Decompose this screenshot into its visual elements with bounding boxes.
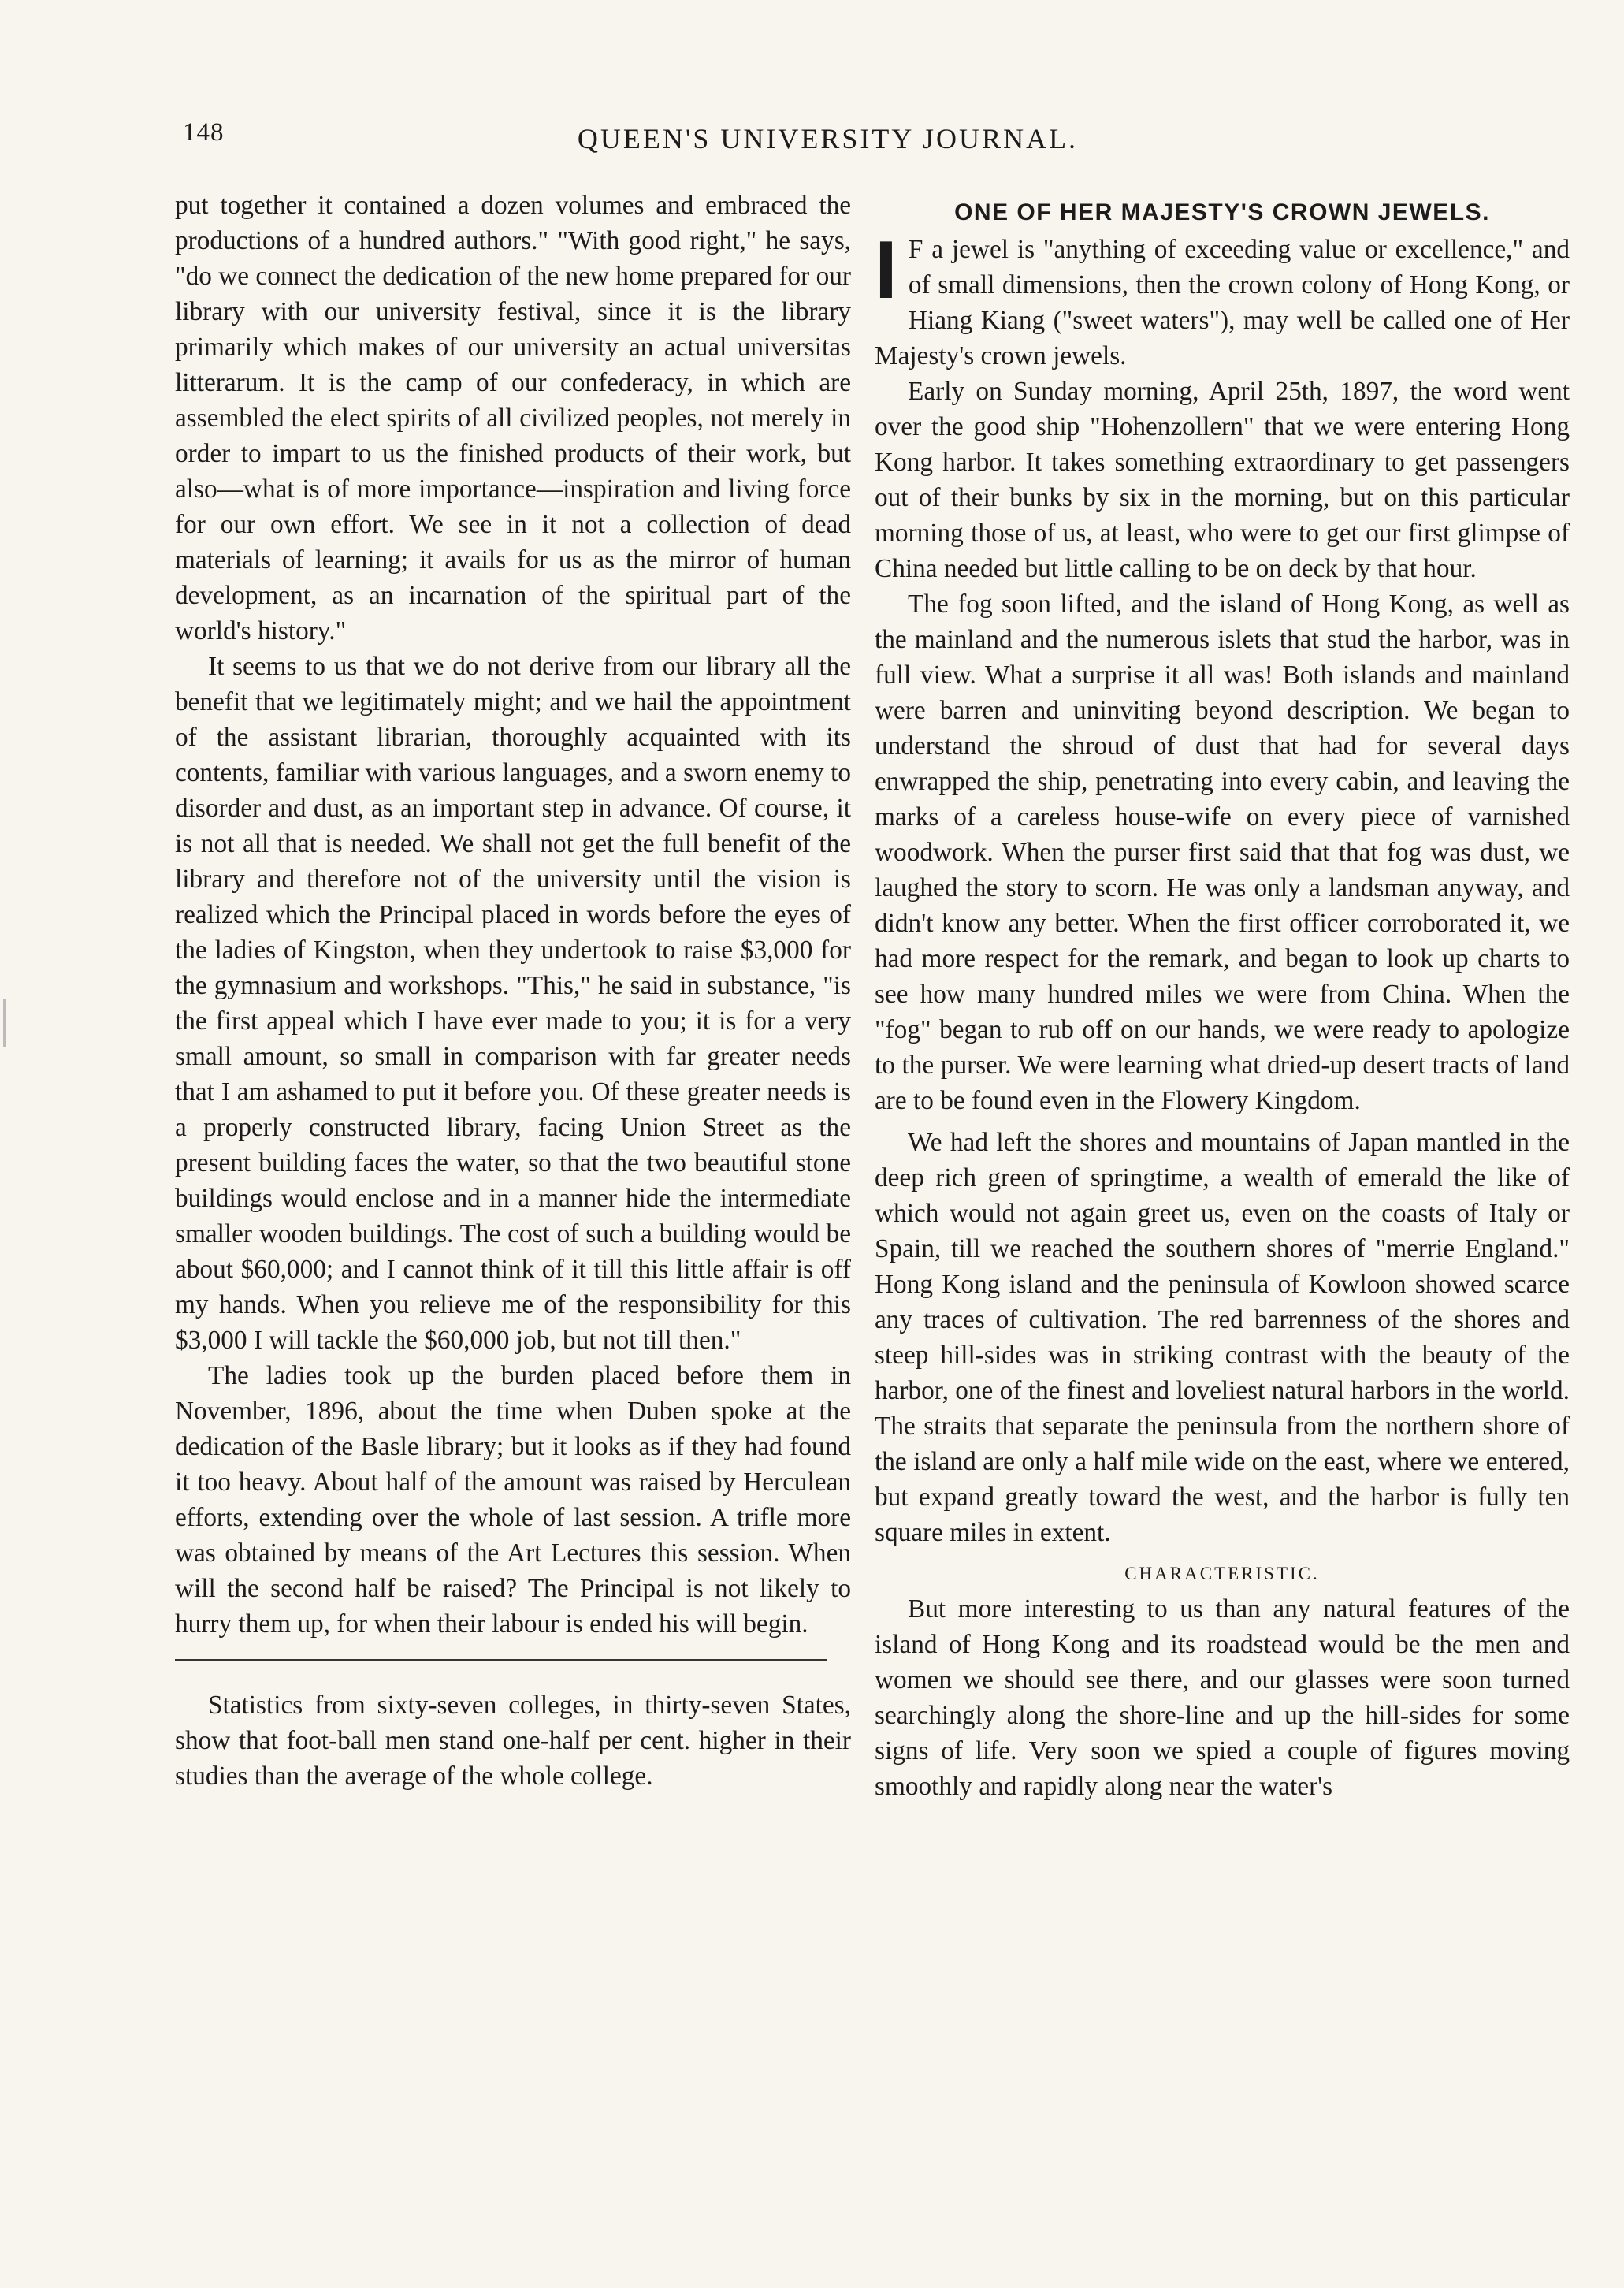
fog-paragraph: The fog soon lifted, and the island of Hong Kong, as well as the mainland and the numerous islets that stud the harbor, was in full view. What a surprise it all was! Both islands and mainland were barren and uninviting beyond description. We began to understand the shroud of dust that had for several days enwrapped the ship, penetrating into every cabin, and leaving the marks of a careless house-wife on every piece of varnished woodwork. When the purser first said that that fog was dust, we laughed the story to scorn. He was only a landsman anyway, and didn't know any better. When the first officer corroborated it, we had more respect for the remark, and began to look up charts to see how many hundred miles we were from China. When the "fog" began to rub off on our hands, we were ready to apologize to the purser. We were learning what dried-up desert tracts of land are to be found even in the Flowery Kingdom.	[875, 590, 1570, 1115]
japan-contrast-paragraph: We had left the shores and mountains of Japan mantled in the deep rich green of springtime, a wealth of emerald the like of which would not again greet us, even on the coasts of Italy or Spain, till we reached the southern shores of "merrie England." Hong Kong island and the peninsula of Kowloon showed scarce any traces of cultivation. The red barrenness of the shores and steep hill-sides was in striking contrast with the beauty of the harbor, one of the finest and loveliest natural harbors in the world. The straits that separate the peninsula from the northern shore of the island are only a half mile wide on the east, where we entered, but expand greatly toward the west, and the harbor is fully ten square miles in extent.	[875, 1128, 1570, 1547]
section-subhead: CHARACTERISTIC.	[1124, 1564, 1320, 1583]
library-quote-paragraph: put together it contained a dozen volumes and embraced the productions of a hundred authors." "With good right," he says, "do we connect the dedication of the new home prepared for our library with our university festival, since it is the library primarily which makes of our university an actual universitas litterarum. It is the camp of our confederacy, in which are assembled the elect spirits of all civilized peoples, not merely in order to impart to us the finished products of their work, but also—what is of more importance—inspiration and living force for our own effort. We see in it not a collection of dead materials of learning; it avails for us as the mirror of human development, as an incarnation of the spiritual part of the world's history."	[175, 191, 851, 645]
running-head: QUEEN'S UNIVERSITY JOURNAL.	[577, 123, 1079, 154]
section-rule	[175, 1659, 827, 1661]
intro-paragraph: F a jewel is "anything of exceeding value or excellence," and of small dimensions, then the crown colony of Hong Kong, or Hiang Kiang ("sweet waters"), may well be called one of Her Majesty's crown jewels.	[875, 235, 1570, 370]
left-column	[175, 188, 851, 1794]
drop-cap: I	[875, 225, 897, 316]
ladies-burden-paragraph: The ladies took up the burden placed before them in November, 1896, about the time when Duben spoke at the dedication of the Basle library; but it looks as if they had found it too heavy. About half of the amount was raised by Herculean efforts, extending over the whole of last session. A trifle more was obtained by means of the Art Lectures this session. When will the second half be raised? The Principal is not likely to hurry them up, for when their labour is ended his will begin.	[175, 1361, 851, 1639]
margin-mark	[3, 999, 6, 1047]
article-title: ONE OF HER MAJESTY'S CROWN JEWELS.	[954, 199, 1490, 225]
arrival-paragraph: Early on Sunday morning, April 25th, 1897, the word went over the good ship "Hohenzollern" that we were entering Hong Kong harbor. It takes something extraordinary to get passengers out of their bunks by six in the morning, but on this particular morning those of us, at least, who were to get our first glimpse of China needed but little calling to be on deck by that hour.	[875, 377, 1570, 583]
characteristic-paragraph: But more interesting to us than any natural features of the island of Hong Kong and its roadstead would be the men and women we should see there, and our glasses were soon turned searchingly along the shore-line and up the hill-sides for some signs of life. Very soon we spied a couple of figures moving smoothly and rapidly along near the water's	[875, 1594, 1570, 1801]
right-column	[875, 197, 1570, 1804]
football-statistics-paragraph: Statistics from sixty-seven colleges, in thirty-seven States, show that foot-ball men stand one-half per cent. higher in their studies than the average of the whole college.	[175, 1691, 851, 1791]
library-benefit-paragraph: It seems to us that we do not derive from our library all the benefit that we legitimately might; and we hail the appointment of the assistant librarian, thoroughly acquainted with its contents, familiar with various languages, and a sworn enemy to disorder and dust, as an important step in advance. Of course, it is not all that is needed. We shall not get the full benefit of the library and therefore not of the university until the vision is realized which the Principal placed in words before the eyes of the ladies of Kingston, when they undertook to raise $3,000 for the gymnasium and workshops. "This," he said in substance, "is the first appeal which I have ever made to you; it is for a very small amount, so small in comparison with far greater needs that I am ashamed to put it before you. Of these greater needs is a properly constructed library, facing Union Street as the present building faces the water, so that the two beautiful stone buildings would enclose and in a manner hide the intermediate smaller wooden buildings. The cost of such a building would be about $60,000; and I cannot think of it till this little affair is off my hands. When you relieve me of the responsibility for this $3,000 I will tackle the $60,000 job, but not till then."	[175, 652, 851, 1355]
page-number: 148	[183, 118, 225, 147]
